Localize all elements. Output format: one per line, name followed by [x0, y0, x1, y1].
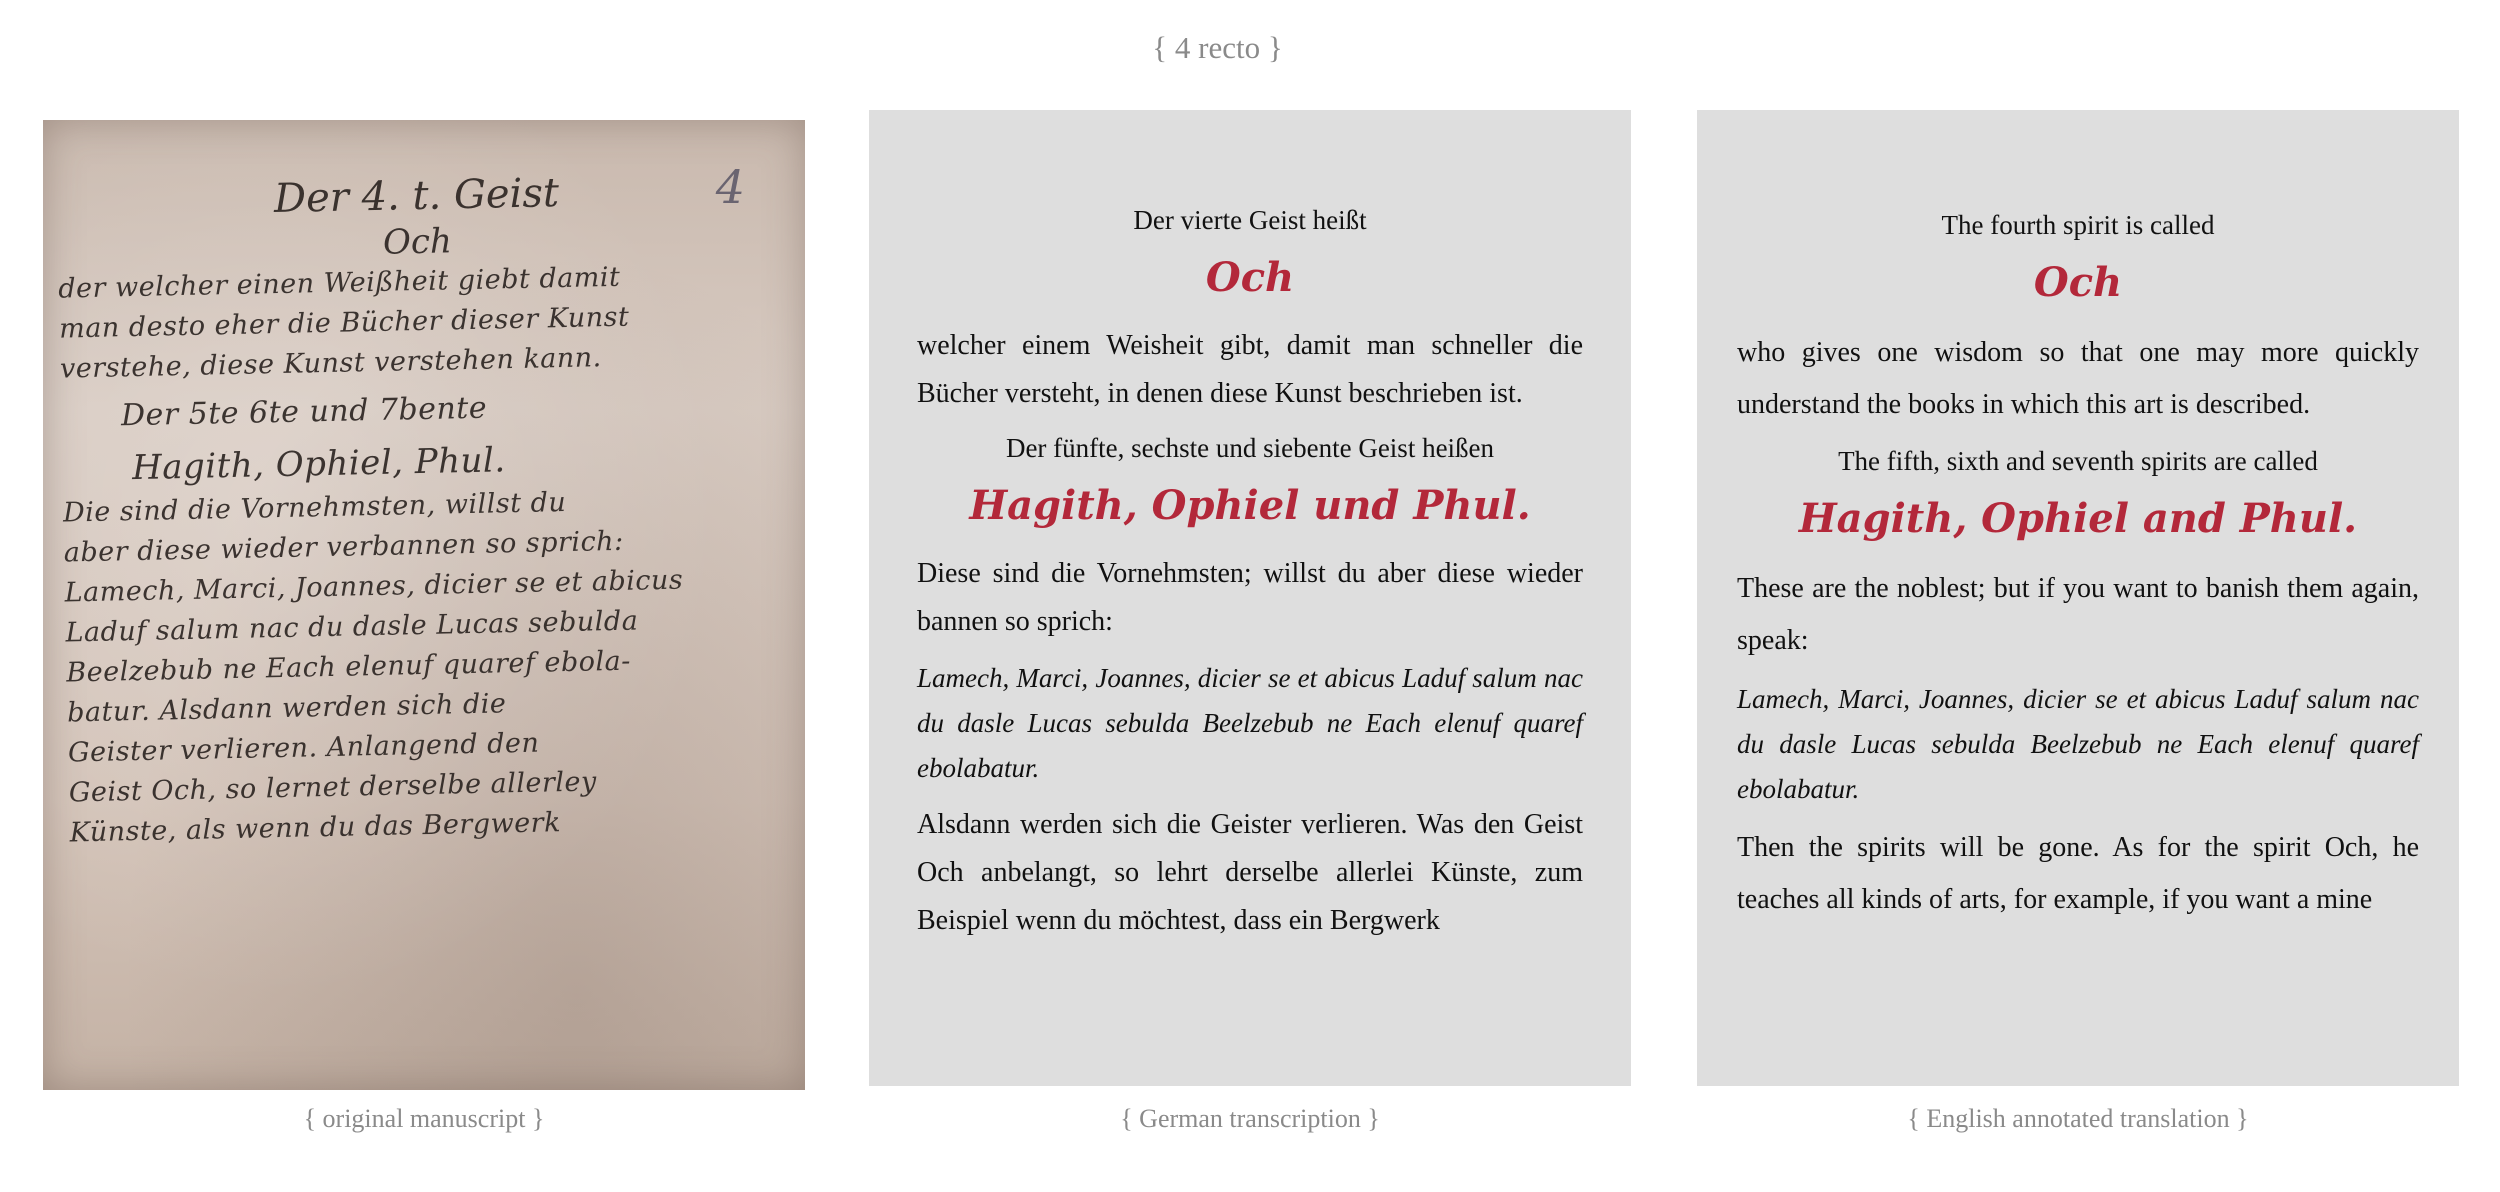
- german-paragraph-3: Alsdann werden sich die Geister verlieren. Was den Geist Och anbelangt, so lehrt derselbe allerlei Künste, zum Beispiel wenn du möchtest, dass ein Bergwerk: [917, 809, 1583, 936]
- manuscript-line: Och: [382, 221, 453, 263]
- manuscript-line: Lamech, Marci, Joannes, dicier se et abicus: [64, 564, 684, 609]
- english-spirit-name-1: Och: [2033, 259, 2123, 306]
- manuscript-line: Künste, als wenn du das Bergwerk: [69, 807, 562, 849]
- german-paragraph-1: welcher einem Weisheit gibt, damit man schneller die Bücher versteht, in denen diese Kunst beschrieben ist.: [917, 330, 1583, 409]
- german-intro-1: Der vierte Geist heißt: [1133, 205, 1367, 235]
- german-spirit-name-1: Och: [1205, 254, 1295, 301]
- english-paragraph-2: These are the noblest; but if you want to banish them again, speak:: [1737, 573, 2419, 656]
- manuscript-line: verstehe, diese Kunst verstehen kann.: [59, 342, 603, 385]
- manuscript-line: Beelzebub ne Each elenuf quaref ebola-: [66, 645, 632, 689]
- manuscript-line: Laduf salum nac du dasle Lucas sebulda: [65, 605, 639, 649]
- manuscript-page-number: 4: [715, 160, 745, 214]
- english-panel: [1697, 110, 2459, 1086]
- german-panel: [869, 110, 1631, 1086]
- english-column: [1697, 110, 2459, 1086]
- manuscript-line: batur. Alsdann werden sich die: [66, 688, 507, 729]
- manuscript-line: aber diese wieder verbannen so sprich:: [63, 525, 624, 569]
- english-incantation: Lamech, Marci, Joannes, dicier se et abicus Laduf salum nac du dasle Lucas sebulda Beelzebub ne Each elenuf quaref ebolabatur.: [1737, 684, 2419, 804]
- manuscript-line: der welcher einen Weißheit giebt damit: [58, 261, 621, 305]
- english-paragraph-3: Then the spirits will be gone. As for the spirit Och, he teaches all kinds of arts, for example, if you want a mine: [1737, 832, 2419, 915]
- manuscript-line: Der 4. t. Geist: [273, 170, 560, 223]
- manuscript-line: Hagith, Ophiel, Phul.: [131, 440, 507, 489]
- german-incantation: Lamech, Marci, Joannes, dicier se et abicus Laduf salum nac du dasle Lucas sebulda Beelzebub ne Each elenuf quaref ebolabatur.: [917, 663, 1583, 783]
- english-intro-2: The fifth, sixth and seventh spirits are called: [1838, 446, 2318, 476]
- manuscript-line: Die sind die Vornehmsten, willst du: [62, 487, 567, 529]
- caption-english: { English annotated translation }: [1907, 1104, 2249, 1133]
- manuscript-handwriting: [56, 163, 790, 854]
- german-spirit-name-2: Hagith, Ophiel und Phul.: [969, 482, 1531, 529]
- manuscript-line: Der 5te 6te und 7bente: [120, 390, 488, 434]
- english-intro-1: The fourth spirit is called: [1941, 210, 2215, 240]
- manuscript-column: [43, 120, 805, 1090]
- german-column: [869, 110, 1631, 1086]
- german-intro-2: Der fünfte, sechste und siebente Geist heißen: [1005, 433, 1495, 463]
- page-label: { 4 recto }: [1152, 30, 1283, 65]
- manuscript-line: Geister verlieren. Anlangend den: [67, 727, 540, 769]
- german-paragraph-2: Diese sind die Vornehmsten; willst du aber diese wieder bannen so sprich:: [917, 558, 1583, 637]
- caption-german: { German transcription }: [1120, 1104, 1380, 1133]
- english-paragraph-1: who gives one wisdom so that one may more quickly understand the books in which this art is described.: [1737, 337, 2419, 420]
- manuscript-image: [43, 120, 805, 1090]
- manuscript-line: man desto eher die Bücher dieser Kunst: [58, 301, 630, 345]
- manuscript-line: Geist Och, so lernet derselbe allerley: [68, 766, 598, 809]
- caption-manuscript: { original manuscript }: [303, 1104, 545, 1133]
- english-spirit-name-2: Hagith, Ophiel and Phul.: [1798, 495, 2358, 542]
